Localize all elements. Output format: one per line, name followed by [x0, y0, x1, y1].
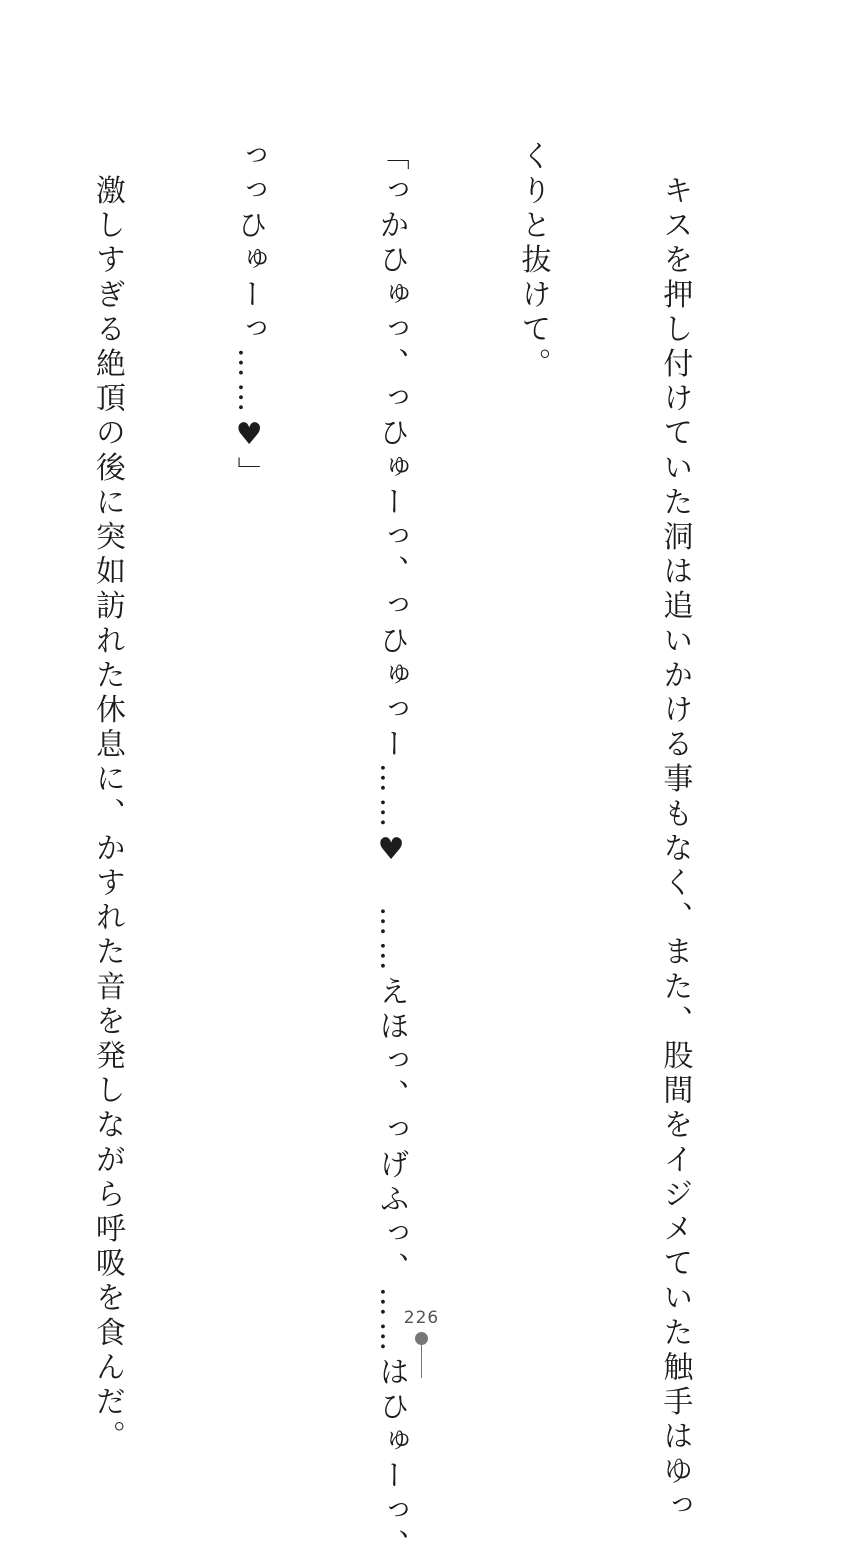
text-line: 「っかひゅっ、っひゅーっ、っひゅっー……♥ ……えほっ、っげふっ、……はひゅーっ、: [373, 140, 409, 1564]
ornament-stem-line: [421, 1344, 422, 1378]
page-ornament: [415, 1332, 429, 1378]
text-line: 激しすぎる絶頂の後に突如訪れた休息に、かすれた音を発しながら呼吸を食んだ。: [89, 140, 125, 1455]
text-line: くりと抜けて。: [515, 140, 551, 383]
text-line: っっひゅーっ……♥」: [231, 140, 267, 491]
page-number: 226: [403, 1308, 440, 1328]
page-footer: [0, 1308, 843, 1328]
text-line: キスを押し付けていた洞は追いかける事もなく、また、股間をイジメていた触手はゆっ: [657, 140, 693, 1524]
